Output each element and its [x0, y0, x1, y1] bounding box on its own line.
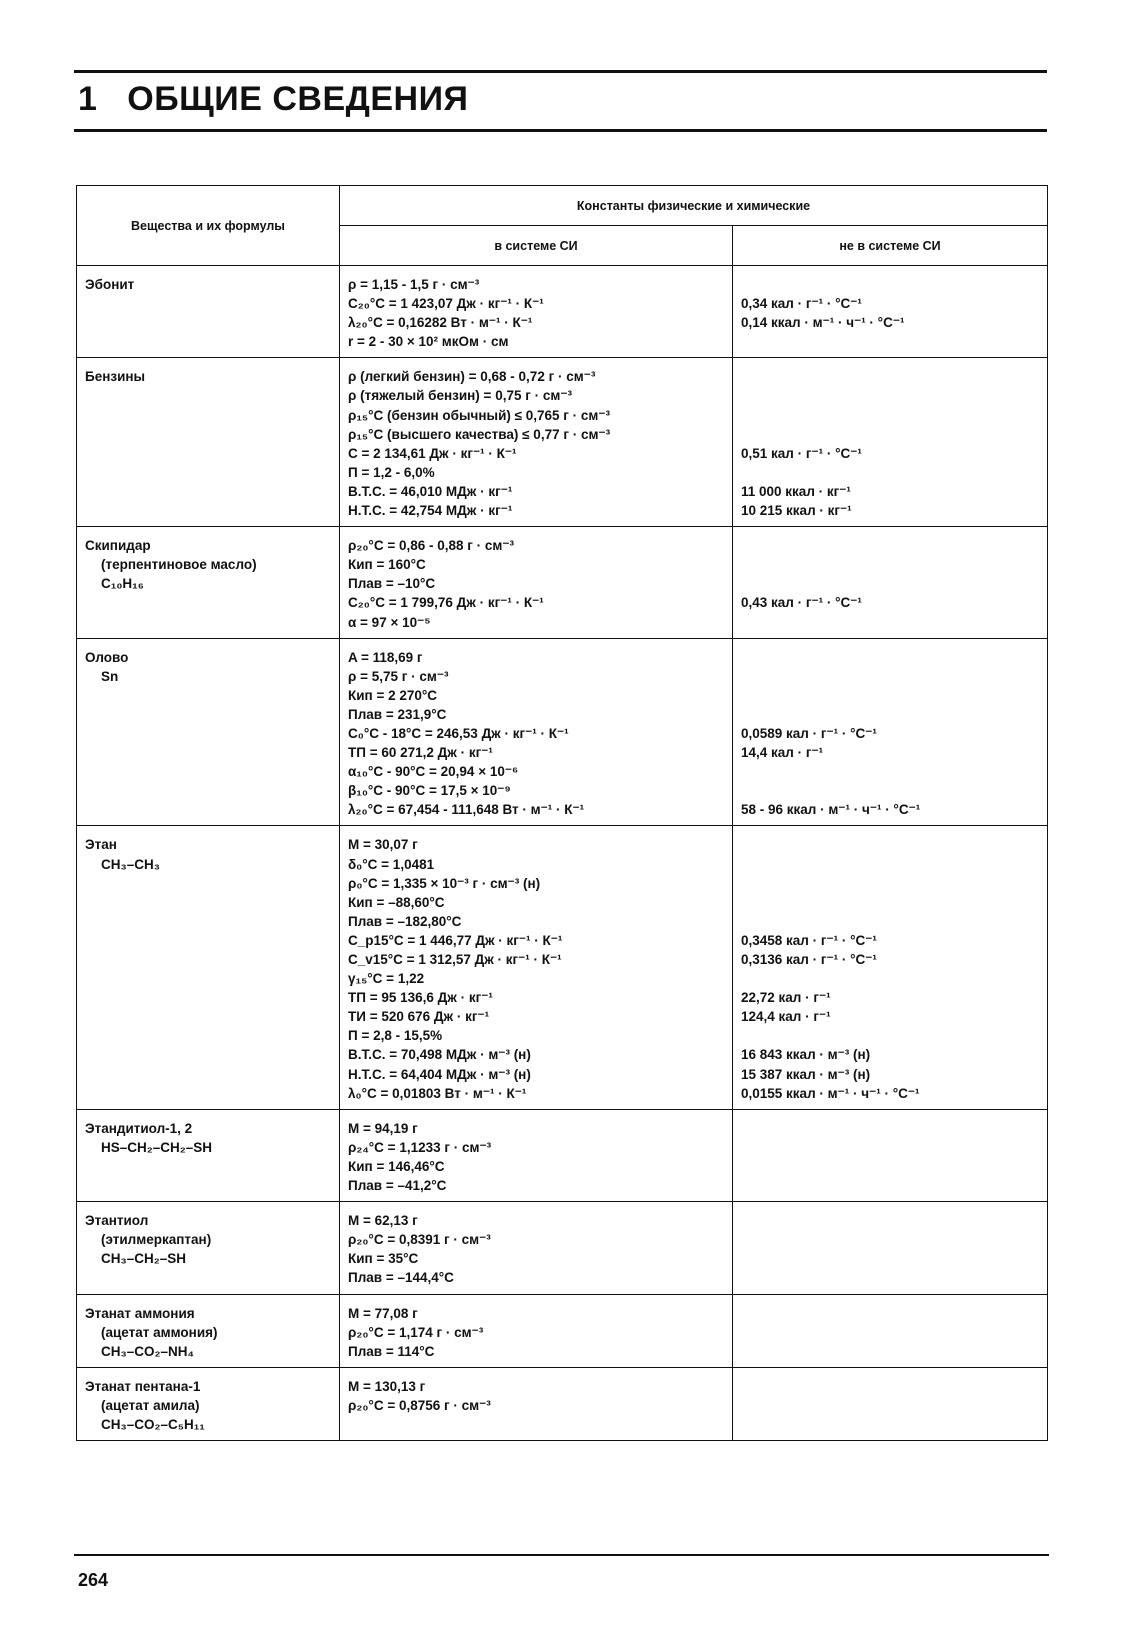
substance-cell-line: Бензины — [85, 369, 146, 385]
si-cell-line: β₁₀°C - 90°C = 17,5 × 10⁻⁹ — [348, 783, 511, 799]
table-row — [77, 358, 1048, 527]
non-si-cell-line: 124,4 кал · г⁻¹ — [741, 1009, 831, 1025]
si-cell-line: ρ₂₄°C = 1,1233 г · см⁻³ — [348, 1139, 492, 1155]
si-cell-line: M = 94,19 г — [348, 1120, 418, 1136]
non-si-cell-line — [741, 555, 1039, 574]
header-substances: Вещества и их формулы — [77, 186, 340, 266]
table-row — [77, 527, 1048, 638]
si-cell-line: r = 2 - 30 × 10² мкОм · см — [348, 334, 509, 350]
substance-cell-line: Этанат пентана-1 — [85, 1378, 201, 1394]
substance-cell — [77, 1109, 340, 1201]
non-si-cell-line — [741, 1026, 1039, 1045]
non-si-cell-line — [741, 781, 1039, 800]
table-row — [77, 1202, 1048, 1294]
non-si-cell — [733, 527, 1048, 638]
non-si-cell-line: 16 843 ккал · м⁻³ (н) — [741, 1047, 871, 1063]
non-si-cell-line — [741, 686, 1039, 705]
non-si-cell-line: 10 215 ккал · кг⁻¹ — [741, 503, 852, 519]
si-cell — [340, 527, 733, 638]
si-cell-line: В.Т.С. = 46,010 МДж · кг⁻¹ — [348, 483, 513, 499]
table-row — [77, 266, 1048, 358]
header-constants: Константы физические и химические — [340, 186, 1048, 226]
si-cell-line: C_p15°C = 1 446,77 Дж · кг⁻¹ · К⁻¹ — [348, 932, 563, 948]
table-body — [77, 266, 1048, 1441]
non-si-cell-line — [741, 425, 1039, 444]
substance-cell-line: (этилмеркаптан) — [101, 1232, 212, 1248]
substance-cell-line: Этантиол — [85, 1213, 149, 1229]
substance-cell — [77, 527, 340, 638]
si-cell-line: Н.Т.С. = 42,754 МДж · кг⁻¹ — [348, 503, 513, 519]
non-si-cell-line — [741, 893, 1039, 912]
si-cell-line: ТП = 60 271,2 Дж · кг⁻¹ — [348, 745, 493, 761]
si-cell-line: ρ₀°C = 1,335 × 10⁻³ г · см⁻³ (н) — [348, 875, 541, 891]
table-row — [77, 1109, 1048, 1201]
page-number: 264 — [78, 1570, 109, 1590]
si-cell-line: Плав = –41,2°C — [348, 1178, 447, 1194]
si-cell-line: ρ (легкий бензин) = 0,68 - 0,72 г · см⁻³ — [348, 369, 596, 385]
si-cell-line: C₂₀°C = 1 423,07 Дж · кг⁻¹ · К⁻¹ — [348, 296, 544, 312]
non-si-cell — [733, 1202, 1048, 1294]
si-cell-line: Н.Т.С. = 64,404 МДж · м⁻³ (н) — [348, 1066, 531, 1082]
table-row — [77, 1367, 1048, 1440]
si-cell-line: Плав = –144,4°C — [348, 1270, 454, 1286]
substance-cell-line: Этанат аммония — [85, 1305, 195, 1321]
non-si-cell-line — [741, 613, 1039, 632]
si-cell — [340, 358, 733, 527]
substance-cell — [77, 358, 340, 527]
substance-cell-line: Этандитиол-1, 2 — [85, 1120, 193, 1136]
si-cell-line: ρ₂₀°C = 1,174 г · см⁻³ — [348, 1324, 484, 1340]
si-cell — [340, 826, 733, 1109]
si-cell-line: ρ (тяжелый бензин) = 0,75 г · см⁻³ — [348, 388, 572, 404]
chapter-title — [78, 80, 468, 119]
table-row — [77, 826, 1048, 1109]
substance-cell-line: (ацетат амила) — [101, 1397, 200, 1413]
non-si-cell — [733, 1294, 1048, 1367]
constants-table — [76, 185, 1048, 1441]
non-si-cell-line: 11 000 ккал · кг⁻¹ — [741, 483, 851, 499]
non-si-cell-line: 0,14 ккал · м⁻¹ · ч⁻¹ · °C⁻¹ — [741, 315, 905, 331]
si-cell — [340, 266, 733, 358]
si-cell-line: Кип = 35°C — [348, 1251, 419, 1267]
substance-cell-line: Эбонит — [85, 277, 135, 292]
substance-cell — [77, 826, 340, 1109]
si-cell-line: ТИ = 520 676 Дж · кг⁻¹ — [348, 1009, 490, 1025]
substance-cell-line: Олово — [85, 649, 129, 665]
si-cell-line: П = 1,2 - 6,0% — [348, 464, 435, 480]
si-cell-line: ρ = 1,15 - 1,5 г · см⁻³ — [348, 277, 480, 292]
chapter-title-text: ОБЩИЕ СВЕДЕНИЯ — [127, 80, 469, 118]
substance-cell-line: Скипидар — [85, 538, 151, 554]
substance-cell-line: CH₃–CH₃ — [101, 856, 160, 872]
si-cell-line: ρ₁₅°C (высшего качества) ≤ 0,77 г · см⁻³ — [348, 426, 611, 442]
non-si-cell-line — [741, 648, 1039, 667]
substance-cell-line: CH₃–CH₂–SH — [101, 1251, 187, 1267]
non-si-cell-line — [741, 969, 1039, 988]
substance-cell — [77, 638, 340, 826]
si-cell-line: λ₀°C = 0,01803 Вт · м⁻¹ · К⁻¹ — [348, 1085, 527, 1101]
si-cell-line: Плав = 114°C — [348, 1343, 435, 1359]
header-si: в системе СИ — [340, 226, 733, 266]
non-si-cell-line — [741, 406, 1039, 425]
non-si-cell-line: 14,4 кал · г⁻¹ — [741, 745, 824, 761]
si-cell-line: ρ₂₀°C = 0,8756 г · см⁻³ — [348, 1397, 491, 1413]
si-cell — [340, 1294, 733, 1367]
header-rule — [74, 129, 1047, 132]
chapter-number: 1 — [78, 80, 98, 118]
non-si-cell — [733, 1109, 1048, 1201]
si-cell-line: M = 77,08 г — [348, 1305, 418, 1321]
si-cell-line: M = 30,07 г — [348, 837, 418, 853]
si-cell-line: Кип = 2 270°C — [348, 687, 438, 703]
substance-cell — [77, 1367, 340, 1440]
non-si-cell — [733, 266, 1048, 358]
non-si-cell-line — [741, 275, 1039, 294]
non-si-cell-line: 22,72 кал · г⁻¹ — [741, 990, 831, 1006]
si-cell-line: M = 130,13 г — [348, 1378, 426, 1394]
non-si-cell-line — [741, 536, 1039, 555]
non-si-cell-line: 58 - 96 ккал · м⁻¹ · ч⁻¹ · °C⁻¹ — [741, 802, 921, 818]
non-si-cell-line — [741, 367, 1039, 386]
si-cell-line: ρ = 5,75 г · см⁻³ — [348, 668, 449, 684]
si-cell-line: A = 118,69 г — [348, 649, 423, 665]
si-cell-line: ρ₁₅°C (бензин обычный) ≤ 0,765 г · см⁻³ — [348, 407, 611, 423]
substance-cell-line: (ацетат аммония) — [101, 1324, 218, 1340]
non-si-cell-line: 0,3458 кал · г⁻¹ · °C⁻¹ — [741, 932, 877, 948]
non-si-cell-line — [741, 463, 1039, 482]
substance-cell-line: CH₃–CO₂–NH₄ — [101, 1343, 194, 1359]
substance-cell-line: CH₃–CO₂–C₅H₁₁ — [101, 1416, 205, 1432]
non-si-cell-line: 0,43 кал · г⁻¹ · °C⁻¹ — [741, 595, 862, 611]
si-cell — [340, 1202, 733, 1294]
si-cell-line: C₂₀°C = 1 799,76 Дж · кг⁻¹ · К⁻¹ — [348, 595, 544, 611]
si-cell-line: C₀°C - 18°C = 246,53 Дж · кг⁻¹ · К⁻¹ — [348, 725, 569, 741]
si-cell-line: Плав = –10°C — [348, 576, 436, 592]
substance-cell-line: C₁₀H₁₆ — [101, 576, 144, 592]
non-si-cell — [733, 1367, 1048, 1440]
non-si-cell — [733, 358, 1048, 527]
si-cell-line: λ₂₀°C = 0,16282 Вт · м⁻¹ · К⁻¹ — [348, 315, 533, 331]
si-cell-line: ρ₂₀°C = 0,8391 г · см⁻³ — [348, 1232, 491, 1248]
si-cell-line: α = 97 × 10⁻⁵ — [348, 614, 431, 630]
top-rule — [74, 70, 1047, 73]
si-cell-line: П = 2,8 - 15,5% — [348, 1028, 443, 1044]
si-cell-line: α₁₀°C - 90°C = 20,94 × 10⁻⁶ — [348, 764, 519, 780]
non-si-cell-line — [741, 835, 1039, 854]
si-cell — [340, 1367, 733, 1440]
si-cell-line: Кип = 146,46°C — [348, 1158, 445, 1174]
non-si-cell-line — [741, 912, 1039, 931]
non-si-cell-line: 0,0589 кал · г⁻¹ · °C⁻¹ — [741, 725, 877, 741]
si-cell — [340, 1109, 733, 1201]
substance-cell-line: Sn — [101, 668, 119, 684]
si-cell-line: В.Т.С. = 70,498 МДж · м⁻³ (н) — [348, 1047, 531, 1063]
non-si-cell-line — [741, 874, 1039, 893]
si-cell-line: δ₀°C = 1,0481 — [348, 856, 435, 872]
si-cell-line: Плав = 231,9°C — [348, 706, 447, 722]
table-row — [77, 638, 1048, 826]
non-si-cell-line: 0,51 кал · г⁻¹ · °C⁻¹ — [741, 445, 862, 461]
si-cell-line: Кип = 160°C — [348, 557, 426, 573]
substance-cell-line: (терпентиновое масло) — [101, 557, 257, 573]
substance-cell — [77, 266, 340, 358]
si-cell-line: Плав = –182,80°C — [348, 913, 462, 929]
footer-rule — [74, 1554, 1049, 1556]
substance-cell — [77, 1202, 340, 1294]
non-si-cell-line: 0,34 кал · г⁻¹ · °C⁻¹ — [741, 296, 862, 312]
substance-cell — [77, 1294, 340, 1367]
si-cell-line: γ₁₅°C = 1,22 — [348, 971, 425, 987]
si-cell-line: λ₂₀°C = 67,454 - 111,648 Вт · м⁻¹ · К⁻¹ — [348, 802, 585, 818]
non-si-cell-line — [741, 762, 1039, 781]
non-si-cell-line — [741, 332, 1039, 351]
table-row — [77, 1294, 1048, 1367]
si-cell-line: C = 2 134,61 Дж · кг⁻¹ · К⁻¹ — [348, 445, 517, 461]
non-si-cell-line — [741, 855, 1039, 874]
si-cell-line: Кип = –88,60°C — [348, 894, 445, 910]
non-si-cell-line — [741, 667, 1039, 686]
substance-cell-line: HS–CH₂–CH₂–SH — [101, 1139, 213, 1155]
non-si-cell-line — [741, 574, 1039, 593]
non-si-cell-line: 0,0155 ккал · м⁻¹ · ч⁻¹ · °C⁻¹ — [741, 1085, 920, 1101]
non-si-cell — [733, 826, 1048, 1109]
si-cell-line: ρ₂₀°C = 0,86 - 0,88 г · см⁻³ — [348, 538, 515, 554]
header-non-si: не в системе СИ — [733, 226, 1048, 266]
si-cell-line: M = 62,13 г — [348, 1213, 418, 1229]
non-si-cell-line: 15 387 ккал · м⁻³ (н) — [741, 1066, 871, 1082]
si-cell-line: C_v15°C = 1 312,57 Дж · кг⁻¹ · К⁻¹ — [348, 952, 562, 967]
non-si-cell-line — [741, 705, 1039, 724]
si-cell-line: ТП = 95 136,6 Дж · кг⁻¹ — [348, 990, 493, 1006]
non-si-cell-line: 0,3136 кал · г⁻¹ · °C⁻¹ — [741, 952, 877, 967]
non-si-cell-line — [741, 386, 1039, 405]
non-si-cell — [733, 638, 1048, 826]
si-cell — [340, 638, 733, 826]
substance-cell-line: Этан — [85, 837, 117, 853]
